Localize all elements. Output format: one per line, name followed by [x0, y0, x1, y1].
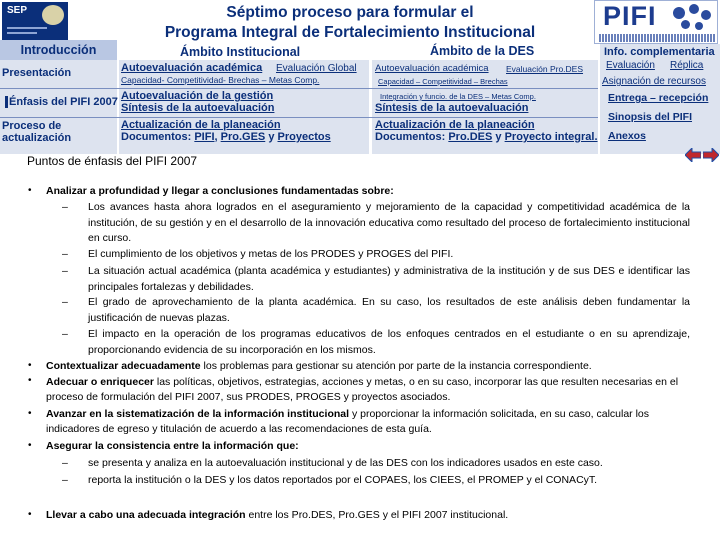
link-des-sintesis[interactable]: Síntesis de la autoevaluación — [375, 102, 529, 114]
arrow-right-icon[interactable] — [703, 148, 719, 162]
section-title: Puntos de énfasis del PIFI 2007 — [27, 154, 198, 168]
link-sinopsis-pifi[interactable]: Sinopsis del PIFI — [608, 111, 693, 123]
list-item: El cumplimiento de los objetivos y metas de los PRODES y PROGES del PIFI. — [88, 248, 454, 260]
dash-icon: – — [62, 265, 68, 277]
bullet-icon: • — [28, 360, 32, 371]
nav-arrows — [685, 148, 719, 164]
link-des-actualizacion[interactable]: Actualización de la planeación — [375, 119, 535, 131]
link-inst-sintesis[interactable]: Síntesis de la autoevaluación — [121, 102, 275, 114]
arrow-left-icon[interactable] — [685, 148, 701, 162]
pifi-logo-text: PIFI — [603, 1, 657, 31]
link-des-integracion[interactable]: Integración y funcio. de la DES – Metas Comp. — [380, 92, 536, 101]
menu-introduccion[interactable]: Introducción — [0, 40, 117, 60]
link-des-evaluacion-prodes[interactable]: Evaluación Pro.DES — [506, 64, 584, 74]
link-inst-actualizacion[interactable]: Actualización de la planeación — [121, 119, 281, 131]
list-item: reporta la institución o la DES y los datos reportados por el COPAES, los CIEES, el PROMEP y el CONACyT. — [88, 474, 598, 486]
dash-icon: – — [62, 201, 68, 213]
header — [0, 0, 720, 45]
menu-ambito-des: Ámbito de la DES — [430, 44, 535, 58]
menu-ambito-institucional: Ámbito Institucional — [180, 45, 301, 59]
list-item: La situación actual académica (planta académica y estudiantes) y administrativa de la institución y de sus DES e identificar las principales fortalezas y debilidades. — [88, 265, 690, 293]
sep-logo — [2, 2, 68, 40]
des-documentos: Documentos: Pro.DES y Proyecto integral. — [375, 131, 598, 143]
link-inst-proyectos[interactable]: Proyectos — [277, 131, 331, 143]
menu-enfasis-pifi[interactable]: Énfasis del PIFI 2007 — [5, 96, 119, 108]
link-inst-autoevaluacion-gestion[interactable]: Autoevaluación de la gestión — [121, 90, 274, 102]
bullet-icon: • — [28, 509, 32, 520]
bullet-asegurar: Asegurar la consistencia entre la información que: — [46, 440, 299, 452]
bullet-icon: • — [28, 185, 32, 196]
list-item: El impacto en la operación de los programas educativos de los enfoques centrados en el estudiante o en su aprendizaje, proporcionando evidencia de su incorporación en los mismos. — [88, 328, 690, 356]
dash-icon: – — [62, 248, 68, 260]
link-evaluacion[interactable]: Evaluación — [606, 60, 655, 71]
menu-presentacion[interactable]: Presentación — [2, 67, 72, 79]
link-anexos[interactable]: Anexos — [608, 130, 646, 142]
link-replica[interactable]: Réplica — [670, 60, 704, 71]
link-inst-pifi[interactable]: PIFI — [194, 131, 215, 143]
bullet-icon: • — [28, 408, 32, 419]
dash-icon: – — [62, 474, 68, 486]
bullet-icon: • — [28, 375, 32, 386]
link-des-autoevaluacion-academica[interactable]: Autoevaluación académica — [375, 63, 489, 74]
link-inst-capacidad[interactable]: Capacidad- Competitividad- Brechas – Metas Comp. — [121, 75, 320, 85]
bullet-contextualizar: Contextualizar adecuadamente los problemas para gestionar su atención por parte de la instancia correspondiente. — [46, 360, 592, 372]
inst-documentos: Documentos: PIFI, Pro.GES y Proyectos — [121, 131, 331, 143]
pifi-logo — [594, 0, 718, 44]
bullet-integracion: Llevar a cabo una adecuada integración entre los Pro.DES, Pro.GES y el PIFI 2007 institucional. — [46, 509, 509, 521]
dash-icon: – — [62, 328, 68, 340]
link-des-prodes[interactable]: Pro.DES — [448, 131, 493, 143]
link-asignacion-recursos[interactable]: Asignación de recursos — [602, 76, 706, 87]
bullet-icon: • — [28, 440, 32, 451]
menu-info-complementaria: Info. complementaria — [604, 46, 715, 58]
bullet-avanzar: Avanzar en la sistematización de la información institucional y proporcionar la información solicitada, en su caso, calcular los indicadores de egreso y titulación de acuerdo a las recomendaciones de esta guía. — [46, 408, 650, 435]
link-entrega-recepcion[interactable]: Entrega – recepción — [608, 92, 709, 104]
bullet-adecuar: Adecuar o enriquecer las políticas, objetivos, estrategias, acciones y metas, o en su caso, incorporar las que resulten necesarias en el proceso de formulación del PIFI 2007, sus PRODES, PROGES y proyectos asociados. — [46, 376, 679, 403]
bullet-analizar: Analizar a profundidad y llegar a conclusiones fundamentadas sobre: — [46, 185, 394, 197]
sep-logo-text: SEP — [7, 5, 28, 16]
list-item: Los avances hasta ahora logrados en el aseguramiento y mejoramiento de la capacidad y competitividad académica de la institución, de su gestión y en el desarrollo de la innovación educativa como resultado del proceso de fortalecimiento institucional en curso. — [88, 201, 690, 244]
list-item: se presenta y analiza en la autoevaluación institucional y de las DES con los indicadores usados en este caso. — [88, 457, 603, 469]
link-des-capacidad[interactable]: Capacidad – Competitividad – Brechas — [378, 77, 508, 86]
dash-icon: – — [62, 296, 68, 308]
page-title: Séptimo proceso para formular el Programa Integral de Fortalecimiento Institucional — [164, 4, 536, 41]
crest-icon — [42, 5, 64, 25]
menu-proceso-actualizacion[interactable]: Proceso de actualización — [2, 120, 72, 144]
link-inst-proges[interactable]: Pro.GES — [220, 131, 266, 143]
link-inst-autoevaluacion-academica[interactable]: Autoevaluación académica — [121, 62, 263, 74]
link-des-proyecto-integral[interactable]: Proyecto integral. — [504, 131, 598, 143]
list-item: El grado de aprovechamiento de la planta académica. En su caso, los resultados de este análisis deben fundamentar la justificación de nuevas plazas. — [88, 296, 690, 324]
dash-icon: – — [62, 457, 68, 469]
link-inst-evaluacion-global[interactable]: Evaluación Global — [276, 63, 357, 74]
